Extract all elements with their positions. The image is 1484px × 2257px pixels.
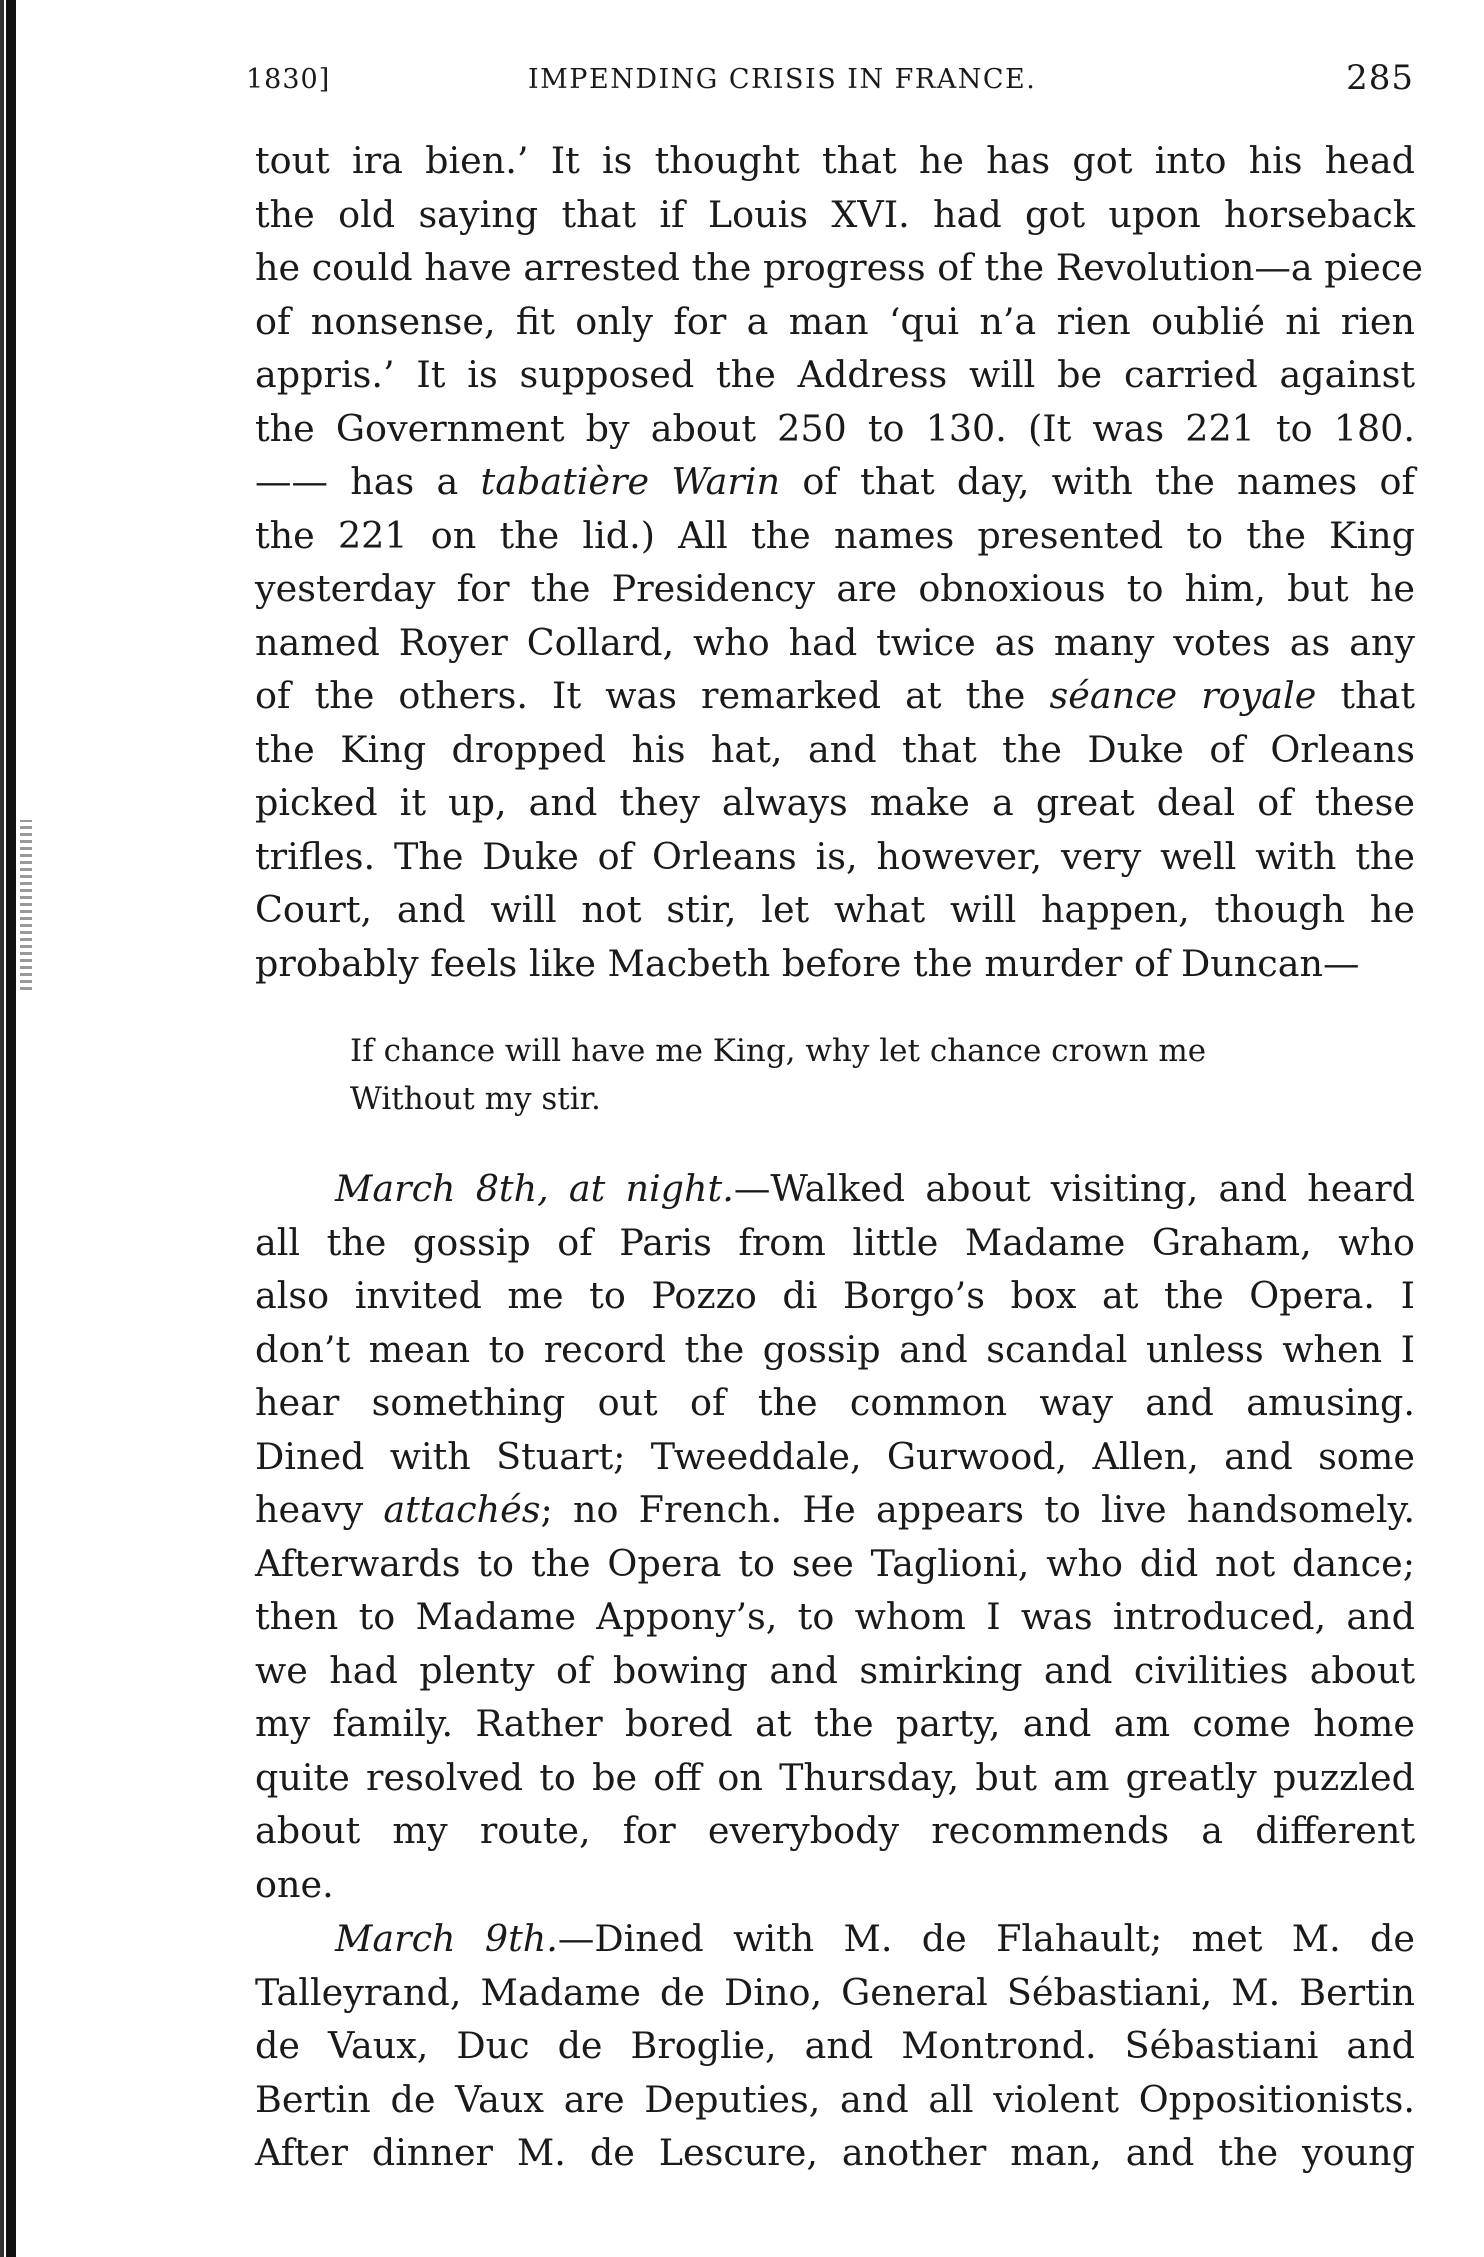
text-line: of nonsense, fit only for a man ‘qui n’a rien oublié ni rien xyxy=(255,299,1415,343)
text-line: the King dropped his hat, and that the Duke of Orleans xyxy=(255,727,1415,771)
text-fragment: —Walked about visiting, and heard xyxy=(733,1167,1415,1210)
text-line: my family. Rather bored at the party, and am come home xyxy=(255,1702,1415,1745)
date-march-9th: March 9th. xyxy=(335,1917,558,1960)
text-line xyxy=(255,1483,1415,1537)
text-line: probably feels like Macbeth before the murder of Duncan— xyxy=(255,941,1360,985)
text-line xyxy=(255,1912,1415,1966)
binding-shadow xyxy=(0,0,4,2257)
text-line xyxy=(255,455,1415,509)
header-year: 1830] xyxy=(246,64,331,95)
text-line: Dined with Stuart; Tweeddale, Gurwood, Allen, and some xyxy=(255,1434,1415,1478)
text-line: trifles. The Duke of Orleans is, however, very well with the xyxy=(255,834,1415,878)
text-line: After dinner M. de Lescure, another man, and the young xyxy=(255,2131,1415,2174)
text-fragment: that xyxy=(1316,674,1415,717)
page-number: 285 xyxy=(1346,58,1414,98)
text-line: de Vaux, Duc de Broglie, and Montrond. Sébastiani and xyxy=(255,2024,1415,2067)
verse-quote xyxy=(350,1027,1206,1123)
text-line: quite resolved to be off on Thursday, but am greatly puzzled xyxy=(255,1755,1415,1799)
italic-seance-royale: séance royale xyxy=(1049,674,1317,717)
text-line: named Royer Collard, who had twice as many votes as any xyxy=(255,620,1415,664)
text-line: we had plenty of bowing and smirking and civilities about xyxy=(255,1648,1415,1692)
text-line: picked it up, and they always make a great deal of these xyxy=(255,781,1415,824)
text-fragment: —Dined with M. de Flahault; met M. de xyxy=(557,1917,1416,1960)
paragraph-1 xyxy=(255,134,1423,990)
dash: —— xyxy=(255,460,328,503)
text-fragment: of that day, with the names of xyxy=(780,460,1415,503)
text-fragment: of the others. It was remarked at the xyxy=(255,674,1050,717)
text-line: also invited me to Pozzo di Borgo’s box at the Opera. I xyxy=(255,1274,1415,1317)
date-march-8th: March 8th, at night. xyxy=(335,1167,734,1210)
running-header xyxy=(246,58,1414,124)
text-line: don’t mean to record the gossip and scandal unless when I xyxy=(255,1327,1415,1371)
text-line: hear something out of the common way and amusing. xyxy=(255,1381,1415,1424)
paragraph-2 xyxy=(255,1162,1415,1911)
text-line: Bertin de Vaux are Deputies, and all violent Oppositionists. xyxy=(255,2077,1415,2121)
scan-smudge xyxy=(20,820,32,990)
text-line: the old saying that if Louis XVI. had got upon horseback xyxy=(255,192,1415,236)
text-fragment: ; no French. He appears to live handsomely. xyxy=(540,1488,1415,1531)
header-title: IMPENDING CRISIS IN FRANCE. xyxy=(528,64,1037,95)
text-line: Talleyrand, Madame de Dino, General Sébastiani, M. Bertin xyxy=(255,1970,1415,2014)
italic-attaches: attachés xyxy=(383,1488,541,1531)
verse-line: Without my stir. xyxy=(350,1081,601,1117)
text-line xyxy=(255,1162,1415,1216)
verse-line: If chance will have me King, why let chance crown me xyxy=(350,1033,1207,1069)
paragraph-3 xyxy=(255,1912,1415,2180)
text-line: tout ira bien.’ It is thought that he has got into his head xyxy=(255,139,1415,182)
text-line: the Government by about 250 to 130. (It was 221 to 180. xyxy=(255,406,1415,450)
text-line: then to Madame Appony’s, to whom I was introduced, and xyxy=(255,1595,1415,1638)
text-line: one. xyxy=(255,1862,334,1906)
text-line: the 221 on the lid.) All the names presented to the King xyxy=(255,513,1415,557)
page-gutter-edge xyxy=(0,0,40,2257)
text-line: Court, and will not stir, let what will happen, though he xyxy=(255,888,1415,931)
text-fragment: has a xyxy=(328,460,481,503)
text-fragment: heavy xyxy=(255,1488,384,1531)
italic-tabatiere: tabatière Warin xyxy=(480,460,781,503)
text-line: about my route, for everybody recommends a different xyxy=(255,1809,1415,1852)
text-line: appris.’ It is supposed the Address will be carried against xyxy=(255,353,1415,396)
text-line: Afterwards to the Opera to see Taglioni, who did not dance; xyxy=(255,1541,1415,1585)
text-line: yesterday for the Presidency are obnoxious to him, but he xyxy=(255,567,1415,610)
text-line: all the gossip of Paris from little Madame Graham, who xyxy=(255,1220,1415,1264)
text-line xyxy=(255,669,1415,723)
binding-edge xyxy=(6,0,16,2257)
text-line: he could have arrested the progress of the Revolution—a piece xyxy=(255,246,1423,289)
